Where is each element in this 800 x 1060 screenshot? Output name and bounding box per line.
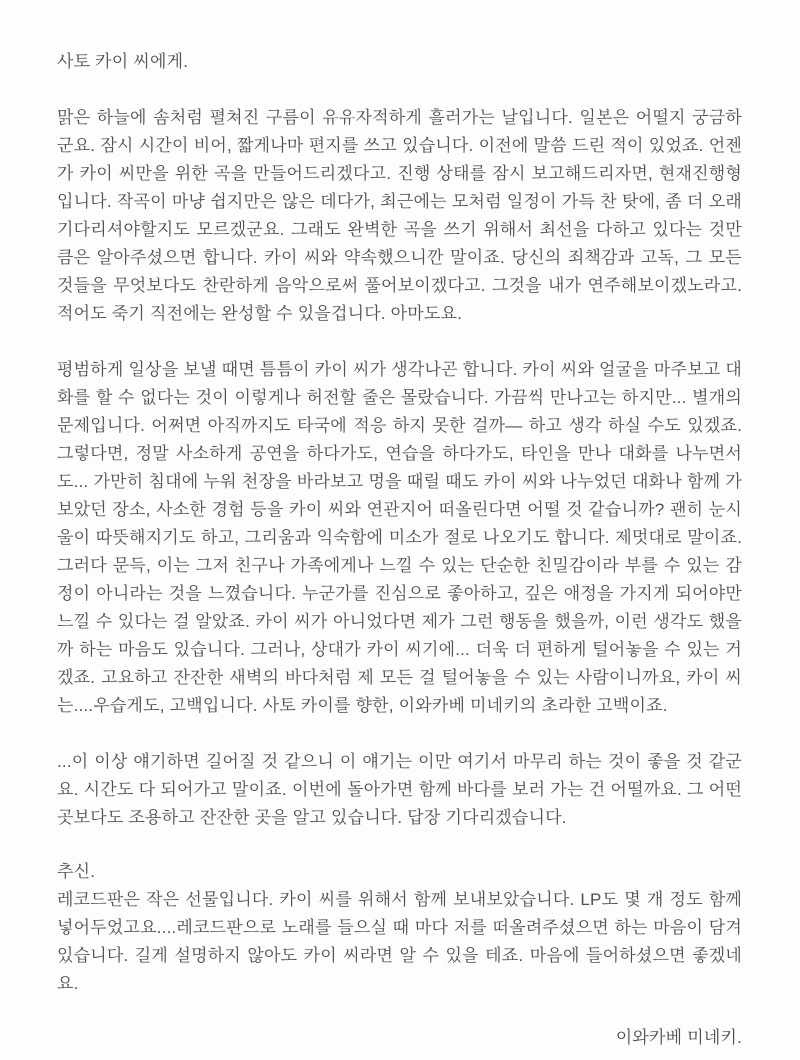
letter-paragraph-2: 평범하게 일상을 보낼 때면 틈틈이 카이 씨가 생각나곤 합니다. 카이 씨와 얼굴을 마주보고 대화를 할 수 없다는 것이 이렇게나 허전할 줄은 몰랐습니다. 가끔씩 만나고는 하지만... 별개의 문제입니다. 어쩌면 아직까지도 타국에 적응 하지 못한 걸까— 하고 생각 하실 수도 있겠죠. 그렇다면, 정말 사소하게 공연을 하다가도, 연습을 하다가도, 타인을 만나 대화를 나누면서도... 가만히 침대에 누워 천장을 바라보고 멍을 때릴 때도 카이 씨와 나누었던 대화나 함께 가보았던 장소, 사소한 경험 등을 카이 씨와 연관지어 떠올린다면 어떨 것 같습니까? 괜히 눈시울이 따뜻해지기도 하고, 그리움과 익숙함에 미소가 절로 나오기도 합니다. 제멋대로 말이죠. 그러다 문득, 이는 그저 친구나 가족에게나 느낄 수 있는 단순한 친밀감이라 부를 수 있는 감정이 아니라는 것을 느꼈습니다. 누군가를 진심으로 좋아하고, 깊은 애정을 가지게 되어야만 느낄 수 있다는 걸 알았죠. 카이 씨가 아니었다면 제가 그런 행동을 했을까, 이런 생각도 했을까 하는 마음도 있습니다. 그러나, 상대가 카이 씨기에... 더욱 더 편하게 털어놓을 수 있는 거겠죠. 고요하고 잔잔한 새벽의 바다처럼 제 모든 걸 털어놓을 수 있는 사람이니까요, 카이 씨는....우습게도, 고백입니다. 사토 카이를 향한, 이와카베 미네키의 초라한 고백이죠. — [57, 360, 742, 715]
letter-salutation: 사토 카이 씨에게. — [57, 52, 189, 71]
postscript-body: 레코드판은 작은 선물입니다. 카이 씨를 위해서 함께 보내보았습니다. LP도 몇 개 정도 함께 넣어두었고요....레코드판으로 노래를 들으실 때 마다 저를 떠올려주셨으면 하는 마음이 담겨있습니다. 길게 설명하지 않아도 카이 씨라면 알 수 있을 테죠. 마음에 들어하셨으면 좋겠네요. — [57, 890, 742, 993]
letter-paragraph-1: 맑은 하늘에 솜처럼 펼쳐진 구름이 유유자적하게 흘러가는 날입니다. 일본은 어떨지 궁금하군요. 잠시 시간이 비어, 짧게나마 편지를 쓰고 있습니다. 이전에 말씀 드린 적이 있었죠. 언젠가 카이 씨만을 위한 곡을 만들어드리겠다고. 진행 상태를 잠시 보고해드리자면, 현재진행형입니다. 작곡이 마냥 쉽지만은 않은 데다가, 최근에는 모처럼 일정이 가득 찬 탓에, 좀 더 오래 기다리셔야할지도 모르겠군요. 그래도 완벽한 곡을 쓰기 위해서 최선을 다하고 있다는 것만큼은 알아주셨으면 합니다. 카이 씨와 약속했으니깐 말이죠. 당신의 죄책감과 고독, 그 모든 것들을 무엇보다도 찬란하게 음악으로써 풀어보이겠다고. 그것을 내가 연주해보이겠노라고. 적어도 죽기 직전에는 완성할 수 있을겁니다. 아마도요. — [57, 108, 742, 323]
postscript-label: 추신. — [57, 862, 96, 881]
letter-signature: 이와카베 미네키. — [615, 1028, 742, 1047]
letter-paragraph-3: ...이 이상 얘기하면 길어질 것 같으니 이 얘기는 이만 여기서 마무리 하는 것이 좋을 것 같군요. 시간도 다 되어가고 말이죠. 이번에 돌아가면 함께 바다를 보러 가는 건 어떨까요. 그 어떤 곳보다도 조용하고 잔잔한 곳을 알고 있습니다. 답장 기다리겠습니다. — [57, 752, 742, 827]
